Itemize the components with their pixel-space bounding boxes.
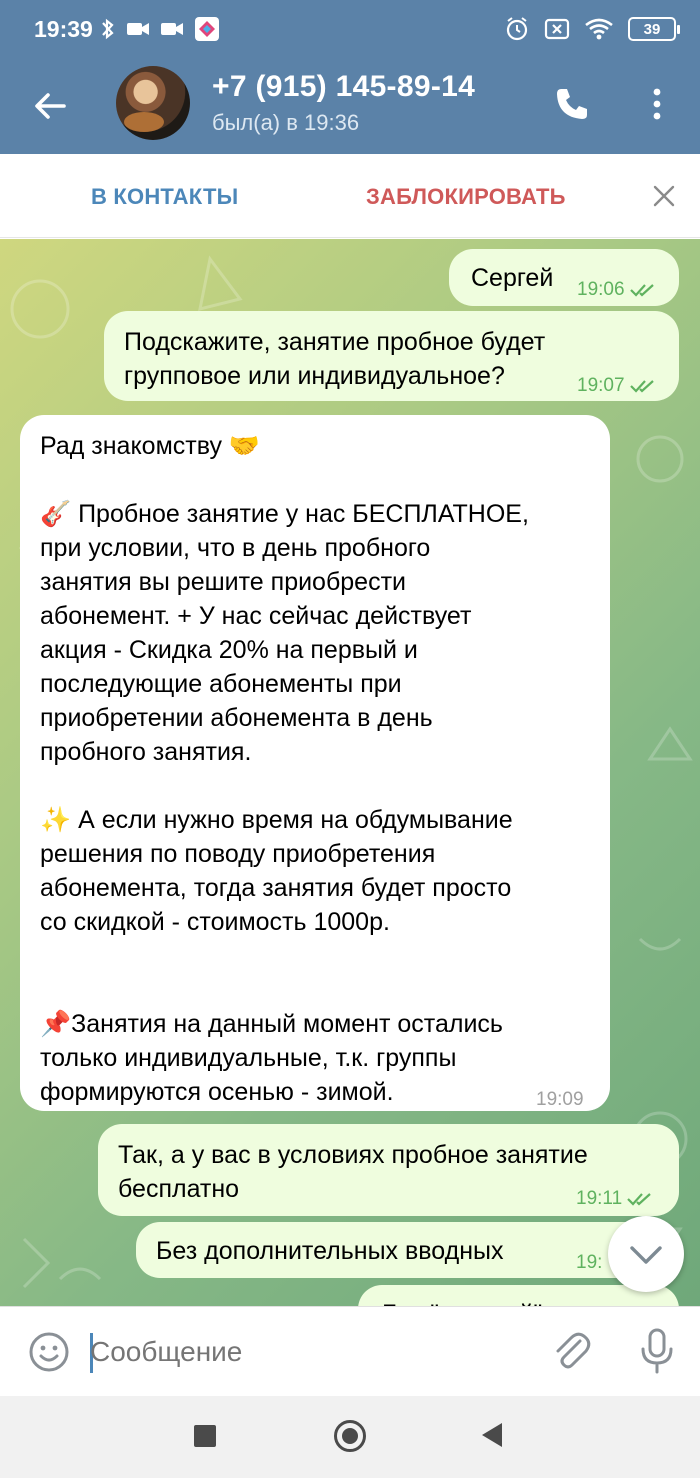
- message-outgoing[interactable]: [449, 249, 679, 306]
- add-to-contacts-button[interactable]: В КОНТАКТЫ: [91, 184, 239, 209]
- more-menu-icon[interactable]: [640, 84, 674, 124]
- app-icon: [194, 16, 220, 42]
- chat-header: [0, 58, 700, 154]
- emoji-icon[interactable]: [28, 1331, 70, 1373]
- message-time: 19:: [576, 1252, 603, 1273]
- message-time: 19:07: [577, 369, 657, 403]
- message-input-bar: [0, 1306, 700, 1396]
- avatar[interactable]: [116, 66, 190, 140]
- phone-icon[interactable]: [552, 84, 592, 124]
- message-outgoing[interactable]: [104, 311, 679, 401]
- message-time: 19:09: [536, 1089, 584, 1110]
- double-check-icon: [626, 1192, 654, 1206]
- close-icon[interactable]: [652, 184, 676, 208]
- message-text: Без дополнительных вводных: [156, 1237, 504, 1265]
- message-text: Так, а у вас в условиях пробное занятие бесплатно: [118, 1141, 588, 1203]
- chevron-down-icon: [608, 1216, 684, 1292]
- scroll-to-bottom-button[interactable]: [608, 1216, 684, 1292]
- message-text: Рад знакомству 🤝 🎸 Пробное занятие у нас БЕСПЛАТНОЕ, при условии, что в день пробного занятия вы решите приобрести абонемент. + У нас сейчас действует акция - Скидка 20% на первый и последующие абонементы при приобретении абонемента в день пробного занятия. ✨ А если нужно время на обдумывание решения по поводу приобретения абонемента, тогда занятия будет просто со скидкой - стоимость 1000р. 📌Занятия на данный момент остались только индивидуальные, т.к. группы формируются осенью - зимой.: [40, 432, 529, 1106]
- battery-icon: [628, 17, 676, 41]
- chat-message-list[interactable]: [0, 239, 700, 1306]
- message-text: Подскажите, занятие пробное будет групповое или индивидуальное?: [124, 328, 546, 390]
- chat-title[interactable]: +7 (915) 145-89-14: [212, 70, 476, 103]
- paperclip-icon[interactable]: [550, 1329, 594, 1373]
- message-outgoing[interactable]: [98, 1124, 679, 1216]
- status-bar: [0, 0, 700, 58]
- battery-level: 39: [643, 20, 661, 38]
- new-contact-action-bar: [0, 154, 700, 238]
- message-text: Сергей: [471, 264, 554, 292]
- status-icons-left: [100, 14, 220, 44]
- sim-off-icon: [544, 17, 570, 41]
- back-arrow-icon[interactable]: [28, 84, 72, 128]
- microphone-icon[interactable]: [638, 1327, 676, 1375]
- home-button[interactable]: [334, 1420, 366, 1452]
- nav-back-button[interactable]: [482, 1423, 502, 1447]
- last-seen-status: был(а) в 19:36: [212, 110, 360, 135]
- message-input[interactable]: [90, 1329, 520, 1375]
- status-icons-right: [504, 14, 676, 44]
- system-nav-bar: [0, 1396, 700, 1478]
- message-time: 19:11: [576, 1182, 654, 1216]
- alarm-icon: [504, 16, 530, 42]
- video-icon: [160, 19, 184, 39]
- message-outgoing[interactable]: [136, 1222, 679, 1278]
- status-time: 19:39: [34, 16, 93, 42]
- message-time: 19:06: [577, 273, 657, 307]
- wifi-icon: [584, 17, 614, 41]
- double-check-icon: [629, 379, 657, 393]
- bluetooth-icon: [100, 17, 116, 41]
- double-check-icon: [629, 283, 657, 297]
- video-icon: [126, 19, 150, 39]
- message-incoming[interactable]: [20, 415, 610, 1111]
- block-user-button[interactable]: ЗАБЛОКИРОВАТЬ: [366, 184, 566, 209]
- recents-button[interactable]: [194, 1425, 216, 1447]
